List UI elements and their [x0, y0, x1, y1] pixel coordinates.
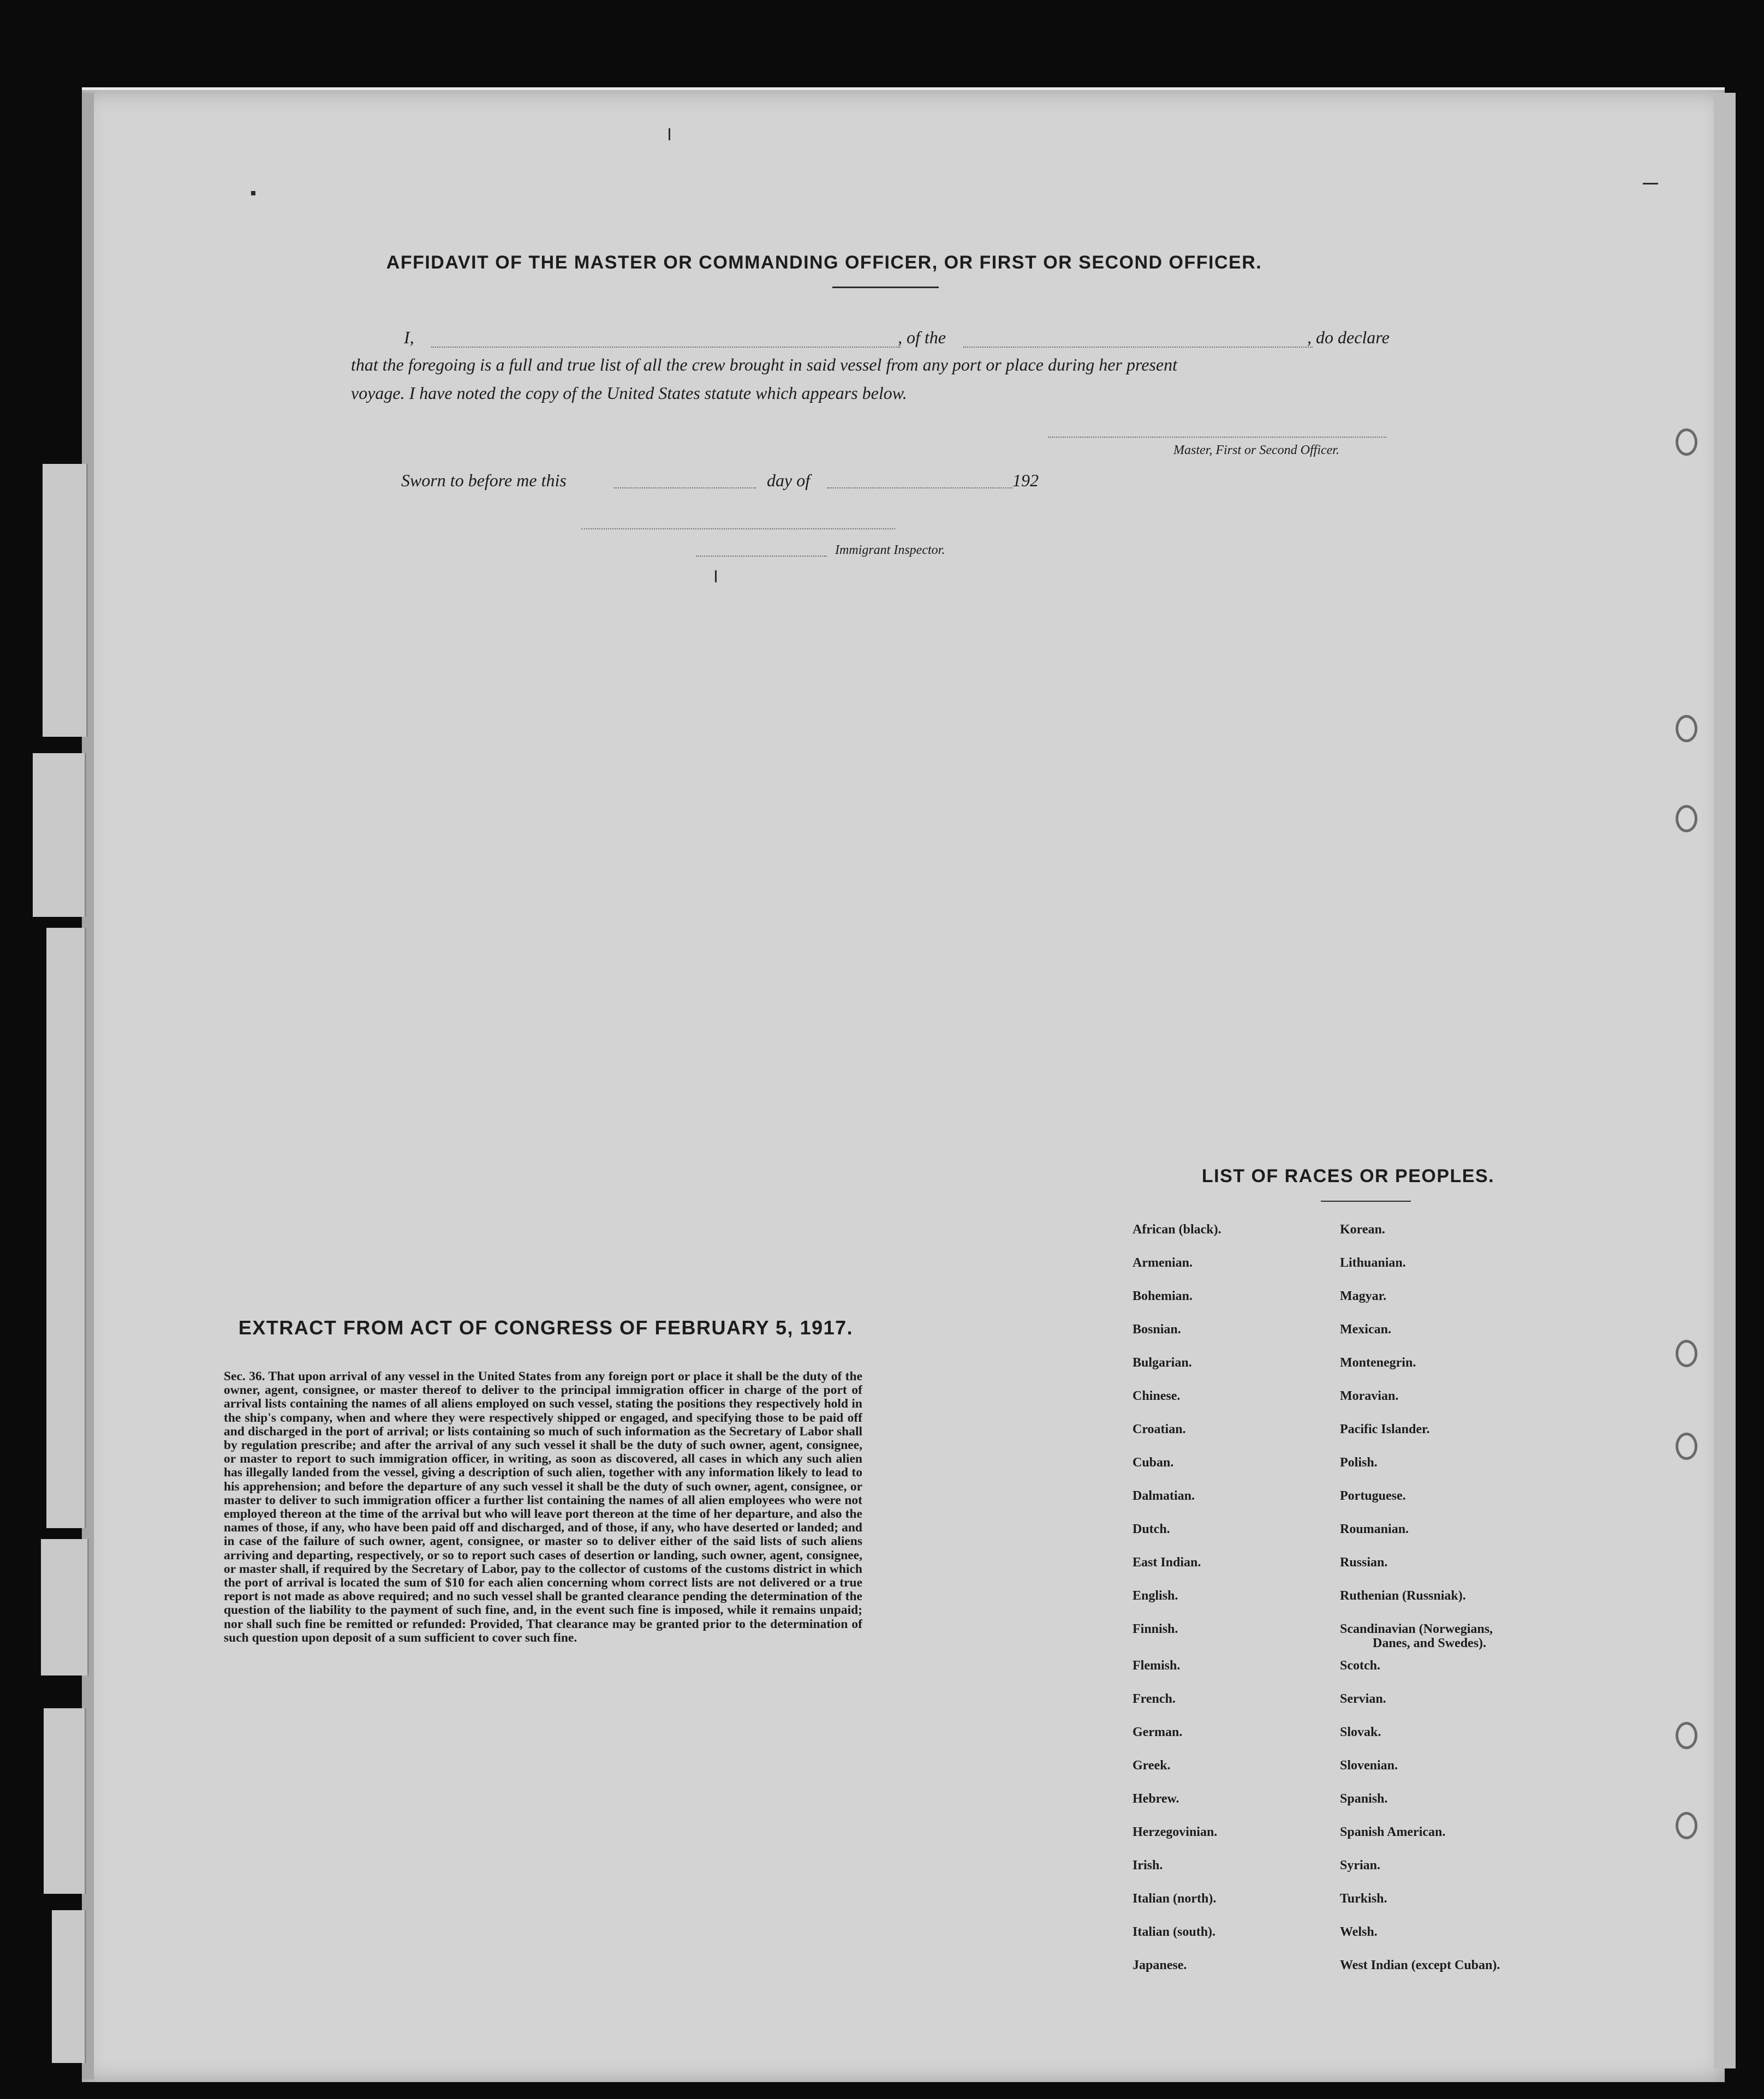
race-item: French.	[1133, 1692, 1176, 1706]
races-right-column	[1340, 1223, 1500, 1991]
extract-body: Sec. 36. That upon arrival of any vessel in the United States from any foreign port or place it shall be the duty of the owner, agent, consignee, or master thereof to deliver to the principal immigration officer in charge of the port of arrival lists containing the names of all aliens employed on such vessel, stating the positions they respectively hold in the ship's company, when and where they were respectively shipped or engaged, and specifying those to be paid off and discharged in the port of arrival; or lists containing so much of such information as the Secretary of Labor shall by regulation prescribe; and after the arrival of any such vessel it shall be the duty of such owner, agent, consignee, or master to report to such immigration officer, in writing, as soon as discovered, all cases in which any such alien has illegally landed from the vessel, giving a description of such alien, together with any information likely to lead to his apprehension; and before the departure of any such vessel it shall be the duty of such owner, agent, consignee, or master to deliver to such immigration officer a further list containing the names of all alien employees who were not employed thereon at the time of the arrival but who will leave port thereon at the time of her departure, and also the names of those, if any, who have been paid off and discharged, and of those, if any, who have deserted or landed; and in case of the failure of such owner, agent, consignee, or master so to deliver either of the said lists of such aliens arriving and departing, respectively, or so to report such cases of desertion or landing, such owner, agent, consignee, or master shall, if required by the Secretary of Labor, pay to the collector of customs of the customs district in which the port of arrival is located the sum of $10 for each alien concerning whom correct lists are not delivered or a true report is not made as above required; and no such vessel shall be granted clearance pending the determination of the question of the liability to the payment of such fine, and, in the event such fine is imposed, while it remains unpaid; nor shall such fine be remitted or refunded: Provided, That clearance may be granted prior to the determination of such question upon deposit of a sum sufficient to cover such fine.	[224, 1369, 862, 1645]
race-item: Slovenian.	[1340, 1758, 1398, 1773]
signature-field[interactable]	[1048, 437, 1386, 438]
race-item: Magyar.	[1340, 1289, 1387, 1303]
race-item: Bosnian.	[1133, 1322, 1181, 1337]
race-item: Lithuanian.	[1340, 1256, 1406, 1270]
punch-hole	[1676, 1812, 1697, 1839]
race-item	[1340, 1622, 1500, 1659]
race-item: Japanese.	[1133, 1958, 1187, 1972]
race-item: Slovak.	[1340, 1725, 1381, 1739]
race-item: Portuguese.	[1340, 1489, 1406, 1503]
punch-hole	[1676, 1433, 1697, 1460]
race-item: Dutch.	[1133, 1522, 1170, 1536]
race-item: Korean.	[1340, 1223, 1385, 1237]
race-item: Italian (north).	[1133, 1892, 1217, 1906]
races-left-column	[1133, 1223, 1221, 1991]
race-item: Ruthenian (Russniak).	[1340, 1589, 1466, 1603]
extract-title: EXTRACT FROM ACT OF CONGRESS OF FEBRUARY 5, 1917.	[238, 1316, 854, 1339]
affidavit-of-the-label: , of the	[898, 327, 946, 347]
punch-hole	[1676, 1722, 1697, 1749]
sworn-label: Sworn to before me this	[401, 470, 567, 490]
name-field[interactable]	[431, 347, 901, 348]
race-item: Flemish.	[1133, 1659, 1181, 1673]
race-item: Servian.	[1340, 1692, 1386, 1706]
race-item: West Indian (except Cuban).	[1340, 1958, 1500, 1972]
punch-hole	[1676, 1340, 1697, 1367]
binding-tab	[46, 928, 86, 1528]
inspector-signature-field[interactable]	[581, 528, 895, 529]
race-item: Italian (south).	[1133, 1925, 1216, 1939]
race-item: Spanish American.	[1340, 1825, 1446, 1839]
paper-right-edge	[1714, 93, 1736, 2068]
affidavit-line-3: voyage. I have noted the copy of the United States statute which appears below.	[351, 383, 907, 403]
race-item: Roumanian.	[1340, 1522, 1409, 1536]
affidavit-i-label: I,	[404, 327, 414, 347]
race-item: Croatian.	[1133, 1422, 1186, 1436]
binding-tab	[44, 1708, 86, 1894]
punch-hole	[1676, 715, 1697, 742]
race-item: Welsh.	[1340, 1925, 1378, 1939]
race-item: Herzegovinian.	[1133, 1825, 1218, 1839]
race-item: Bulgarian.	[1133, 1356, 1192, 1370]
race-item: Pacific Islander.	[1340, 1422, 1430, 1436]
scan-mark	[715, 570, 717, 582]
race-item: East Indian.	[1133, 1555, 1201, 1570]
scan-mark	[251, 191, 255, 195]
race-item: German.	[1133, 1725, 1183, 1739]
race-item: Montenegrin.	[1340, 1356, 1416, 1370]
sworn-month-field[interactable]	[827, 487, 1012, 488]
scan-mark	[669, 128, 670, 140]
year-label: 192	[1012, 470, 1039, 490]
race-item-line: Scandinavian (Norwegians,	[1340, 1622, 1493, 1636]
inspector-name-field[interactable]	[696, 556, 827, 557]
binding-tab	[33, 753, 86, 917]
vessel-field[interactable]	[963, 347, 1313, 348]
race-item: Hebrew.	[1133, 1792, 1179, 1806]
race-item: Bohemian.	[1133, 1289, 1193, 1303]
race-item: English.	[1133, 1589, 1178, 1603]
binding-tab	[41, 1539, 89, 1675]
race-item: Greek.	[1133, 1758, 1171, 1773]
race-item: Chinese.	[1133, 1389, 1181, 1403]
race-item: Moravian.	[1340, 1389, 1399, 1403]
race-item: Syrian.	[1340, 1858, 1381, 1873]
race-item: Mexican.	[1340, 1322, 1391, 1337]
affidavit-do-declare-label: , do declare	[1307, 327, 1390, 347]
binding-tab	[43, 464, 88, 737]
day-of-label: day of	[767, 470, 811, 490]
race-item: Cuban.	[1133, 1456, 1174, 1470]
race-item: Dalmatian.	[1133, 1489, 1195, 1503]
race-item: Turkish.	[1340, 1892, 1387, 1906]
title-underline	[832, 287, 939, 288]
race-item: African (black).	[1133, 1223, 1221, 1237]
punch-hole	[1676, 428, 1697, 456]
affidavit-line-2: that the foregoing is a full and true list of all the crew brought in said vessel from any port or place during her present	[351, 355, 1177, 374]
race-item: Finnish.	[1133, 1622, 1178, 1636]
race-item: Armenian.	[1133, 1256, 1193, 1270]
race-item: Irish.	[1133, 1858, 1163, 1873]
races-title: LIST OF RACES OR PEOPLES.	[1201, 1166, 1495, 1186]
binding-tab	[52, 1910, 86, 2063]
race-item: Scotch.	[1340, 1659, 1380, 1673]
punch-hole	[1676, 805, 1697, 832]
signature-label: Master, First or Second Officer.	[1173, 443, 1339, 457]
race-item: Russian.	[1340, 1555, 1388, 1570]
affidavit-title: AFFIDAVIT OF THE MASTER OR COMMANDING OFFICER, OR FIRST OR SECOND OFFICER.	[386, 252, 1262, 273]
race-item-continuation: Danes, and Swedes).	[1373, 1636, 1487, 1650]
inspector-label: Immigrant Inspector.	[835, 543, 945, 557]
race-item: Spanish.	[1340, 1792, 1388, 1806]
races-title-underline	[1321, 1201, 1411, 1202]
race-item: Polish.	[1340, 1456, 1378, 1470]
sworn-day-field[interactable]	[614, 487, 756, 488]
scan-mark	[1643, 183, 1658, 184]
